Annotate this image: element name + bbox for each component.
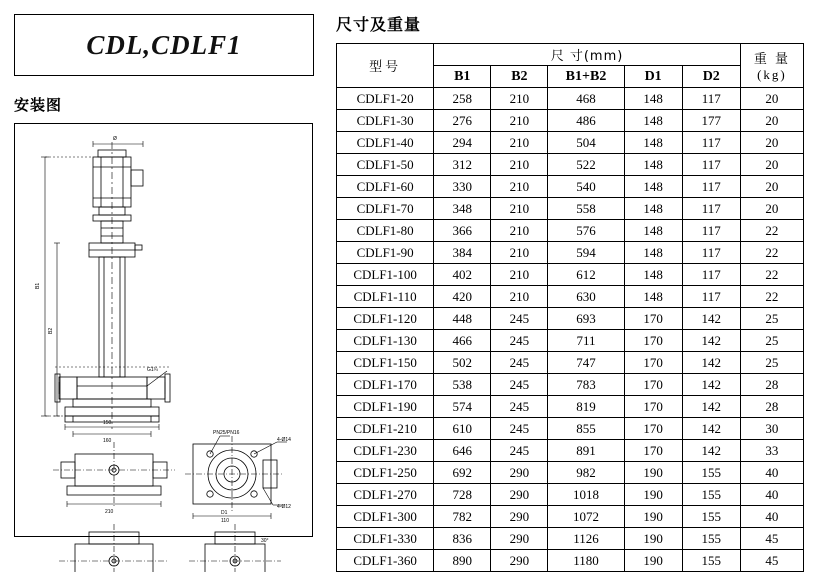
cell-b1b2: 693 [548, 308, 624, 330]
cell-b2: 210 [491, 286, 548, 308]
cell-model: CDLF1-230 [337, 440, 434, 462]
cell-b2: 245 [491, 352, 548, 374]
table-row [337, 550, 804, 572]
cell-b2: 290 [491, 506, 548, 528]
cell-model: CDLF1-130 [337, 330, 434, 352]
cell-b1: 276 [434, 110, 491, 132]
cell-weight: 20 [740, 154, 803, 176]
header-d1: D1 [624, 66, 682, 88]
cell-weight: 40 [740, 462, 803, 484]
cell-weight: 28 [740, 374, 803, 396]
cell-b1b2: 594 [548, 242, 624, 264]
cell-d1: 190 [624, 550, 682, 572]
header-weight-line1: 重 量 [753, 52, 790, 67]
cell-d2: 142 [682, 440, 740, 462]
table-row [337, 396, 804, 418]
table-row [337, 264, 804, 286]
cell-b1: 366 [434, 220, 491, 242]
cell-weight: 20 [740, 198, 803, 220]
cell-b2: 210 [491, 132, 548, 154]
cell-d2: 142 [682, 396, 740, 418]
cell-b1: 448 [434, 308, 491, 330]
drawing-label-bolts: 4-Ø14 [277, 437, 291, 443]
cell-weight: 20 [740, 132, 803, 154]
cell-weight: 45 [740, 528, 803, 550]
table-row [337, 176, 804, 198]
cell-b2: 245 [491, 330, 548, 352]
cell-b1: 574 [434, 396, 491, 418]
cell-d1: 148 [624, 88, 682, 110]
header-b1: B1 [434, 66, 491, 88]
cell-model: CDLF1-190 [337, 396, 434, 418]
drawing-label-d1: D1 [221, 510, 228, 516]
cell-d2: 117 [682, 132, 740, 154]
cell-d1: 190 [624, 528, 682, 550]
cell-weight: 22 [740, 286, 803, 308]
drawing-dimension-labels [35, 136, 291, 572]
cell-d2: 117 [682, 264, 740, 286]
cell-b1b2: 819 [548, 396, 624, 418]
cell-weight: 40 [740, 484, 803, 506]
header-weight [740, 44, 803, 88]
header-d2: D2 [682, 66, 740, 88]
cell-weight: 25 [740, 330, 803, 352]
product-title-box [14, 14, 314, 76]
cell-weight: 28 [740, 396, 803, 418]
cell-d1: 170 [624, 418, 682, 440]
cell-b2: 210 [491, 110, 548, 132]
cell-model: CDLF1-330 [337, 528, 434, 550]
cell-d2: 117 [682, 88, 740, 110]
cell-b2: 245 [491, 396, 548, 418]
drawing-label-top: Ø [113, 136, 117, 142]
drawing-label-flange: PN25/PN16 [213, 430, 240, 436]
section-heading-installation: 安装图 [14, 96, 63, 114]
cell-b2: 245 [491, 374, 548, 396]
cell-b1b2: 891 [548, 440, 624, 462]
installation-drawing-box [14, 123, 313, 544]
cell-d2: 117 [682, 286, 740, 308]
table-row [337, 352, 804, 374]
cell-b1b2: 711 [548, 330, 624, 352]
cell-d1: 190 [624, 484, 682, 506]
cell-b1b2: 1180 [548, 550, 624, 572]
cell-b1b2: 468 [548, 88, 624, 110]
header-weight-line2: (kg) [757, 67, 787, 82]
table-row [337, 110, 804, 132]
cell-d2: 155 [682, 462, 740, 484]
cell-b1b2: 522 [548, 154, 624, 176]
drawing-label-b1: B1 [35, 282, 41, 289]
table-row [337, 198, 804, 220]
cell-b1: 348 [434, 198, 491, 220]
cell-b2: 210 [491, 264, 548, 286]
drawing-label-pipe: G1¼ [147, 367, 158, 373]
cell-b1: 836 [434, 528, 491, 550]
cell-model: CDLF1-360 [337, 550, 434, 572]
left-column [14, 14, 314, 544]
cell-d1: 170 [624, 374, 682, 396]
cell-weight: 30 [740, 418, 803, 440]
cell-d2: 117 [682, 220, 740, 242]
installation-drawing [15, 124, 312, 544]
cell-b2: 245 [491, 418, 548, 440]
cell-b2: 290 [491, 484, 548, 506]
drawing-label-d2: 110 [221, 518, 229, 524]
cell-d2: 142 [682, 418, 740, 440]
cell-d1: 148 [624, 132, 682, 154]
cell-b1: 610 [434, 418, 491, 440]
drawing-label-angle: 30° [261, 538, 269, 544]
cell-b2: 290 [491, 528, 548, 550]
cell-weight: 25 [740, 352, 803, 374]
cell-weight: 20 [740, 110, 803, 132]
cell-d2: 142 [682, 330, 740, 352]
cell-d1: 148 [624, 198, 682, 220]
cell-model: CDLF1-30 [337, 110, 434, 132]
cell-b2: 290 [491, 550, 548, 572]
page-title: CDL,CDLF1 [86, 29, 242, 60]
cell-b1: 384 [434, 242, 491, 264]
cell-model: CDLF1-300 [337, 506, 434, 528]
right-column [336, 12, 804, 572]
table-header-row-1 [337, 44, 804, 66]
cell-d1: 170 [624, 330, 682, 352]
cell-model: CDLF1-90 [337, 242, 434, 264]
cell-b1: 420 [434, 286, 491, 308]
cell-b1: 728 [434, 484, 491, 506]
cell-d1: 148 [624, 264, 682, 286]
cell-d1: 148 [624, 110, 682, 132]
table-row [337, 418, 804, 440]
cell-weight: 20 [740, 176, 803, 198]
cell-model: CDLF1-150 [337, 352, 434, 374]
cell-b1b2: 982 [548, 462, 624, 484]
cell-d2: 142 [682, 352, 740, 374]
cell-model: CDLF1-210 [337, 418, 434, 440]
cell-d2: 117 [682, 176, 740, 198]
cell-b2: 210 [491, 88, 548, 110]
cell-b1b2: 783 [548, 374, 624, 396]
cell-weight: 22 [740, 264, 803, 286]
cell-b2: 210 [491, 176, 548, 198]
cell-d2: 117 [682, 198, 740, 220]
table-row [337, 88, 804, 110]
cell-b1b2: 1126 [548, 528, 624, 550]
cell-d2: 177 [682, 110, 740, 132]
cell-b2: 210 [491, 198, 548, 220]
drawing-label-row2: 210 [105, 509, 114, 515]
cell-model: CDLF1-40 [337, 132, 434, 154]
cell-model: CDLF1-270 [337, 484, 434, 506]
cell-weight: 33 [740, 440, 803, 462]
cell-weight: 20 [740, 88, 803, 110]
cell-b1: 258 [434, 88, 491, 110]
cell-d1: 170 [624, 396, 682, 418]
cell-d2: 155 [682, 528, 740, 550]
table-heading: 尺寸及重量 [336, 15, 422, 34]
header-b2: B2 [491, 66, 548, 88]
cell-d2: 155 [682, 550, 740, 572]
cell-d2: 117 [682, 242, 740, 264]
cell-model: CDLF1-120 [337, 308, 434, 330]
table-row [337, 154, 804, 176]
table-body [337, 88, 804, 572]
cell-model: CDLF1-250 [337, 462, 434, 484]
cell-weight: 22 [740, 220, 803, 242]
table-row [337, 308, 804, 330]
cell-b1b2: 747 [548, 352, 624, 374]
cell-b1b2: 1072 [548, 506, 624, 528]
cell-d1: 170 [624, 440, 682, 462]
cell-b1b2: 855 [548, 418, 624, 440]
table-row [337, 484, 804, 506]
cell-d1: 148 [624, 242, 682, 264]
cell-d1: 170 [624, 308, 682, 330]
cell-d1: 148 [624, 154, 682, 176]
header-model: 型号 [337, 44, 434, 88]
cell-model: CDLF1-70 [337, 198, 434, 220]
cell-model: CDLF1-50 [337, 154, 434, 176]
cell-d2: 117 [682, 154, 740, 176]
table-row [337, 506, 804, 528]
header-b1b2: B1+B2 [548, 66, 624, 88]
cell-b1: 692 [434, 462, 491, 484]
cell-b1: 538 [434, 374, 491, 396]
cell-d2: 155 [682, 506, 740, 528]
cell-b1b2: 558 [548, 198, 624, 220]
cell-b1b2: 576 [548, 220, 624, 242]
drawing-label-b2: B2 [48, 327, 54, 334]
cell-b2: 245 [491, 440, 548, 462]
cell-b1b2: 630 [548, 286, 624, 308]
cell-d1: 170 [624, 352, 682, 374]
cell-model: CDLF1-80 [337, 220, 434, 242]
cell-d1: 148 [624, 220, 682, 242]
cell-model: CDLF1-110 [337, 286, 434, 308]
cell-d1: 190 [624, 462, 682, 484]
table-row [337, 242, 804, 264]
cell-b1: 312 [434, 154, 491, 176]
cell-b1: 330 [434, 176, 491, 198]
dimensions-weight-table [336, 43, 804, 572]
drawing-label-base-1: 160 [103, 438, 112, 444]
table-row [337, 528, 804, 550]
cell-b1b2: 504 [548, 132, 624, 154]
cell-b1: 466 [434, 330, 491, 352]
cell-model: CDLF1-170 [337, 374, 434, 396]
cell-b1: 890 [434, 550, 491, 572]
cell-d1: 148 [624, 286, 682, 308]
cell-model: CDLF1-60 [337, 176, 434, 198]
cell-b2: 290 [491, 462, 548, 484]
header-dimensions: 尺 寸(mm) [434, 44, 741, 66]
cell-weight: 45 [740, 550, 803, 572]
cell-b2: 210 [491, 220, 548, 242]
cell-d1: 190 [624, 506, 682, 528]
cell-model: CDLF1-20 [337, 88, 434, 110]
cell-d2: 142 [682, 374, 740, 396]
cell-d2: 155 [682, 484, 740, 506]
cell-d2: 142 [682, 308, 740, 330]
cell-b2: 210 [491, 154, 548, 176]
cell-b1b2: 1018 [548, 484, 624, 506]
table-row [337, 374, 804, 396]
cell-b2: 245 [491, 308, 548, 330]
table-row [337, 286, 804, 308]
cell-b1: 294 [434, 132, 491, 154]
cell-b1b2: 486 [548, 110, 624, 132]
drawing-label-bolt-2: 4-Ø12 [277, 504, 291, 510]
table-row [337, 440, 804, 462]
cell-b1: 646 [434, 440, 491, 462]
cell-b2: 210 [491, 242, 548, 264]
cell-b1b2: 540 [548, 176, 624, 198]
table-row [337, 220, 804, 242]
cell-weight: 40 [740, 506, 803, 528]
table-row [337, 462, 804, 484]
cell-d1: 148 [624, 176, 682, 198]
cell-b1b2: 612 [548, 264, 624, 286]
drawing-label-base-2: 150 [103, 420, 112, 426]
cell-b1: 402 [434, 264, 491, 286]
cell-model: CDLF1-100 [337, 264, 434, 286]
table-row [337, 330, 804, 352]
cell-weight: 22 [740, 242, 803, 264]
cell-weight: 25 [740, 308, 803, 330]
cell-b1: 502 [434, 352, 491, 374]
cell-b1: 782 [434, 506, 491, 528]
table-row [337, 132, 804, 154]
